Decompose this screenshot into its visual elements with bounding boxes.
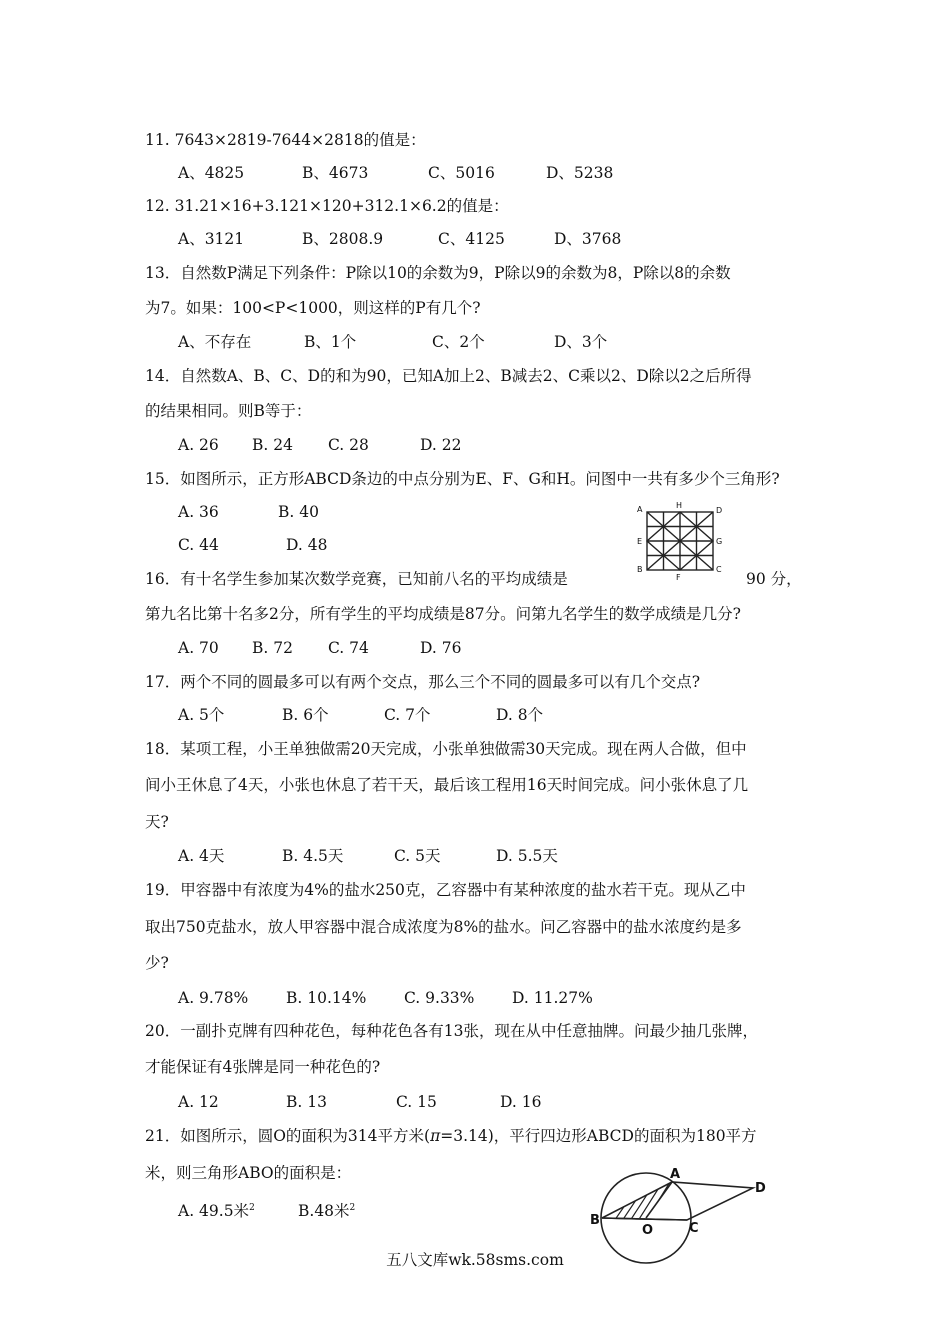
option-c: C. 44 — [178, 536, 219, 554]
question-21-stem-line2: 米，则三角形ABO的面积是： — [145, 1164, 352, 1182]
pi-symbol: π — [430, 1127, 441, 1145]
label-d: D — [755, 1181, 766, 1196]
label-b: B — [637, 565, 643, 574]
option-c: C. 9.33% — [404, 989, 475, 1007]
question-21-stem-part-a: 21．如图所示，圆O的面积为314平方米( — [145, 1127, 431, 1145]
option-a: A. 70 — [178, 639, 219, 657]
option-b: B、2808.9 — [302, 230, 384, 248]
option-b: B. 72 — [252, 639, 293, 657]
option-d: D. 11.27% — [512, 989, 593, 1007]
label-b: B — [590, 1213, 600, 1228]
option-a — [178, 1198, 255, 1221]
option-a: A、4825 — [178, 164, 245, 182]
option-a: A、不存在 — [178, 333, 252, 351]
option-b: B. 6个 — [282, 706, 329, 724]
option-a: A. 9.78% — [178, 989, 249, 1007]
question-21-stem-part-b: =3.14)，平行四边形ABCD的面积为180平方 — [440, 1127, 757, 1145]
footer-watermark: 五八文库wk.58sms.com — [386, 1251, 564, 1269]
option-a-text: A. 49.5米 — [178, 1202, 250, 1220]
option-a: A. 5个 — [178, 706, 225, 724]
option-d: D. 22 — [420, 436, 462, 454]
square-figure — [630, 500, 730, 582]
option-a: A. 36 — [178, 503, 219, 521]
option-b: B. 4.5天 — [282, 847, 344, 865]
question-14-stem-line1: 14．自然数A、B、C、D的和为90，已知A加上2、B减去2、C乘以2、D除以2之后所得 — [145, 367, 752, 385]
segment-bc — [602, 1218, 687, 1220]
option-a: A. 4天 — [178, 847, 225, 865]
option-d: D、3768 — [554, 230, 622, 248]
option-d: D. 8个 — [496, 706, 544, 724]
question-13-stem-line1: 13．自然数P满足下列条件：P除以10的余数为9，P除以9的余数为8，P除以8的余数 — [145, 264, 731, 282]
option-c: C. 7个 — [384, 706, 431, 724]
question-15-stem: 15．如图所示，正方形ABCD条边的中点分别为E、F、G和H。问图中一共有多少个三角形? — [145, 470, 780, 488]
option-c: C. 28 — [328, 436, 369, 454]
option-d: D、3个 — [554, 333, 608, 351]
question-16-stem-line2: 第九名比第十名多2分，所有学生的平均成绩是87分。问第九名学生的数学成绩是几分? — [145, 605, 741, 623]
option-d: D. 76 — [420, 639, 462, 657]
label-a: A — [670, 1168, 681, 1182]
option-b — [298, 1198, 355, 1221]
question-11-stem: 11. 7643×2819-7644×2818的值是： — [145, 131, 426, 149]
label-d: D — [716, 506, 723, 515]
option-a: A. 12 — [178, 1093, 219, 1111]
option-c: C. 15 — [396, 1093, 437, 1111]
label-o: O — [642, 1223, 654, 1238]
question-17-stem: 17．两个不同的圆最多可以有两个交点，那么三个不同的圆最多可以有几个交点? — [145, 673, 701, 691]
option-d: D、5238 — [546, 164, 614, 182]
question-16-stem-line1: 16．有十名学生参加某次数学竞赛，已知前八名的平均成绩是 — [145, 570, 568, 588]
option-b-text: B.48米 — [298, 1202, 350, 1220]
question-18-stem-line1: 18．某项工程，小王单独做需20天完成，小张单独做需30天完成。现在两人合做，但中 — [145, 740, 747, 758]
question-19-stem-line2: 取出750克盐水，放人甲容器中混合成浓度为8%的盐水。问乙容器中的盐水浓度约是多 — [145, 918, 742, 936]
label-a: A — [637, 505, 643, 514]
question-18-stem-line3: 天? — [145, 813, 169, 831]
label-e: E — [637, 537, 643, 546]
question-19-stem-line1: 19．甲容器中有浓度为4%的盐水250克，乙容器中有某种浓度的盐水若干克。现从乙中 — [145, 881, 746, 899]
question-21-stem-line1 — [145, 1126, 757, 1146]
question-16-stem-line1-tail: 90 分， — [746, 570, 802, 588]
option-b: B、1个 — [304, 333, 357, 351]
option-a: A. 26 — [178, 436, 219, 454]
option-d: D. 5.5天 — [496, 847, 558, 865]
question-20-stem-line2: 才能保证有4张牌是同一种花色的? — [145, 1058, 381, 1076]
label-c: C — [716, 565, 722, 574]
question-20-stem-line1: 20．一副扑克牌有四种花色，每种花色各有13张，现在从中任意抽牌。问最少抽几张牌， — [145, 1022, 758, 1040]
option-b: B. 40 — [278, 503, 319, 521]
option-c: C. 74 — [328, 639, 369, 657]
option-c: C、2个 — [432, 333, 485, 351]
option-c: C. 5天 — [394, 847, 441, 865]
option-b: B. 10.14% — [286, 989, 367, 1007]
option-b: B. 13 — [286, 1093, 327, 1111]
question-19-stem-line3: 少? — [145, 954, 169, 972]
parallelogram-abcd — [602, 1182, 753, 1220]
option-c: C、5016 — [428, 164, 495, 182]
label-f: F — [676, 573, 681, 582]
label-c: C — [689, 1221, 699, 1236]
option-b: B. 24 — [252, 436, 293, 454]
option-b-superscript: 2 — [349, 1203, 356, 1213]
question-12-stem: 12. 31.21×16+3.121×120+312.1×6.2的值是： — [145, 197, 509, 215]
option-d: D. 16 — [500, 1093, 542, 1111]
label-h: H — [676, 501, 683, 510]
question-18-stem-line2: 间小王休息了4天，小张也休息了若干天，最后该工程用16天时间完成。问小张休息了几 — [145, 776, 749, 794]
option-a: A、3121 — [178, 230, 245, 248]
option-a-superscript: 2 — [249, 1203, 255, 1213]
question-13-stem-line2: 为7。如果：100<P<1000，则这样的P有几个? — [145, 299, 481, 317]
option-d: D. 48 — [286, 536, 328, 554]
option-b: B、4673 — [302, 164, 369, 182]
question-14-stem-line2: 的结果相同。则B等于： — [145, 402, 312, 420]
option-c: C、4125 — [438, 230, 505, 248]
label-g: G — [716, 537, 723, 546]
